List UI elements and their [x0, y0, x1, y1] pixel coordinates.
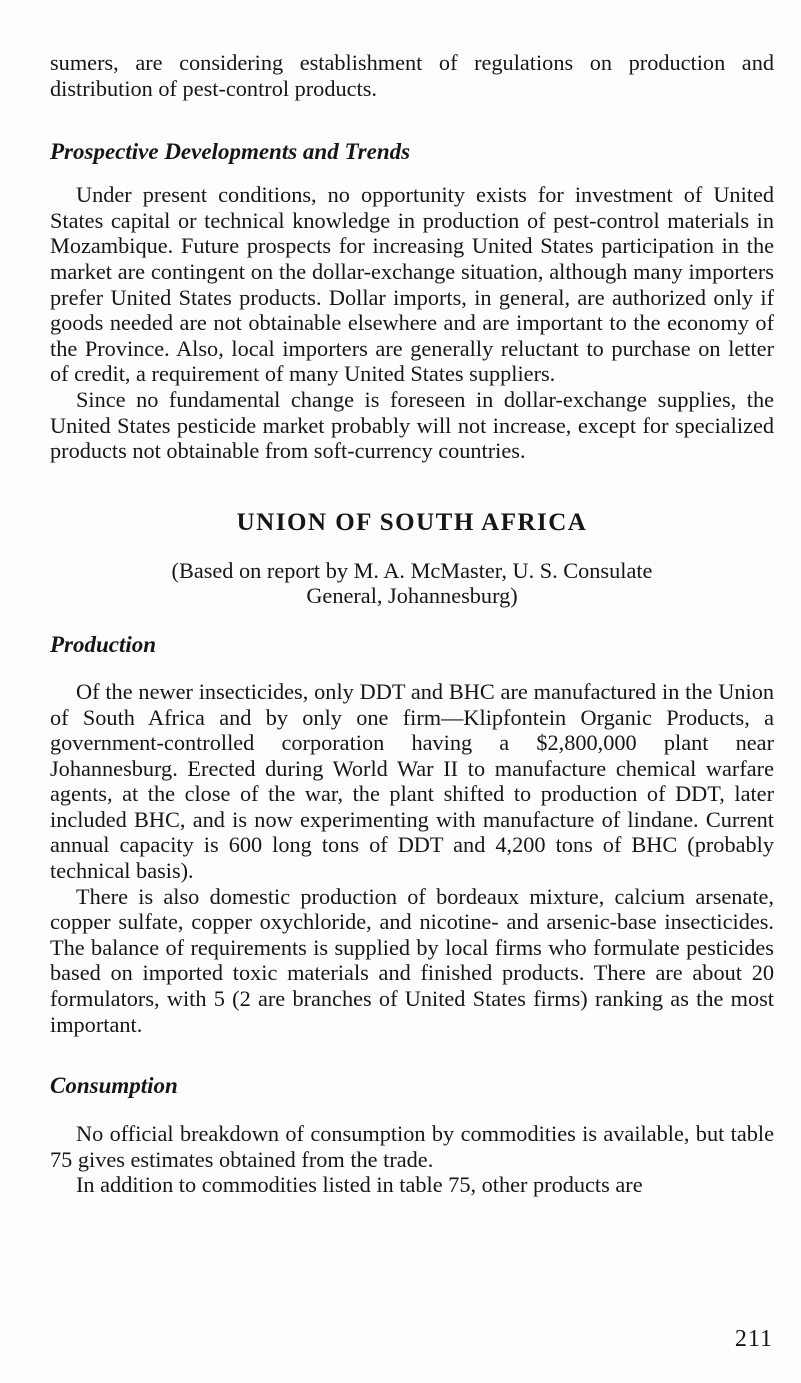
continued-paragraph: sumers, are considering establishment of regulations on production and distribution of pest-control products.	[50, 50, 774, 101]
country-heading: UNION OF SOUTH AFRICA	[236, 508, 588, 536]
section-heading-consumption: Consumption	[50, 1073, 178, 1099]
report-byline-line-2: General, Johannesburg)	[306, 583, 518, 609]
paragraph-prospective-1: Under present conditions, no opportunity exists for investment of United States capital or technical knowledge in production of pest-control materials in Mozambique. Future prospects for increasing United States participation in the market are contingent on the dollar-exchange situation, although many importers prefer United States products. Dollar imports, in general, are authorized only if goods needed are not obtainable elsewhere and are important to the economy of the Province. Also, local importers are generally reluctant to purchase on letter of credit, a requirement of many United States suppliers.	[50, 182, 774, 387]
paragraph-production-1: Of the newer insecticides, only DDT and BHC are manufactured in the Union of South Africa and by only one firm—Klipfontein Organic Products, a government-controlled corporation having a $2,800,000 plant near Johannesburg. Erected during World War II to manufacture chemical warfare agents, at the close of the war, the plant shifted to production of DDT, later included BHC, and is now experimenting with manufacture of lindane. Current annual capacity is 600 long tons of DDT and 4,200 tons of BHC (probably technical basis).	[50, 678, 774, 884]
section-heading-production: Production	[50, 631, 157, 657]
section-heading-prospective: Prospective Developments and Trends	[50, 139, 411, 165]
document-page	[50, 50, 774, 1198]
paragraph-prospective-2: Since no fundamental change is foreseen in dollar-exchange supplies, the United States pesticide market probably will not increase, except for specialized products not obtainable from soft-currency countries.	[50, 386, 774, 464]
page-number: 211	[734, 1326, 773, 1352]
paragraph-consumption-2: In addition to commodities listed in table 75, other products are	[76, 1172, 643, 1198]
paragraph-consumption-1: No official breakdown of consumption by commodities is available, but table 75 gives estimates obtained from the trade.	[50, 1121, 774, 1172]
report-byline-line-1: (Based on report by M. A. McMaster, U. S. Consulate	[171, 557, 653, 583]
paragraph-production-2: There is also domestic production of bordeaux mixture, calcium arsenate, copper sulfate, copper oxychloride, and nicotine- and arsenic-base insecticides. The balance of requirements is supplied by local firms who formulate pesticides based on imported toxic materials and finished products. There are about 20 formulators, with 5 (2 are branches of United States firms) ranking as the most important.	[50, 883, 774, 1037]
